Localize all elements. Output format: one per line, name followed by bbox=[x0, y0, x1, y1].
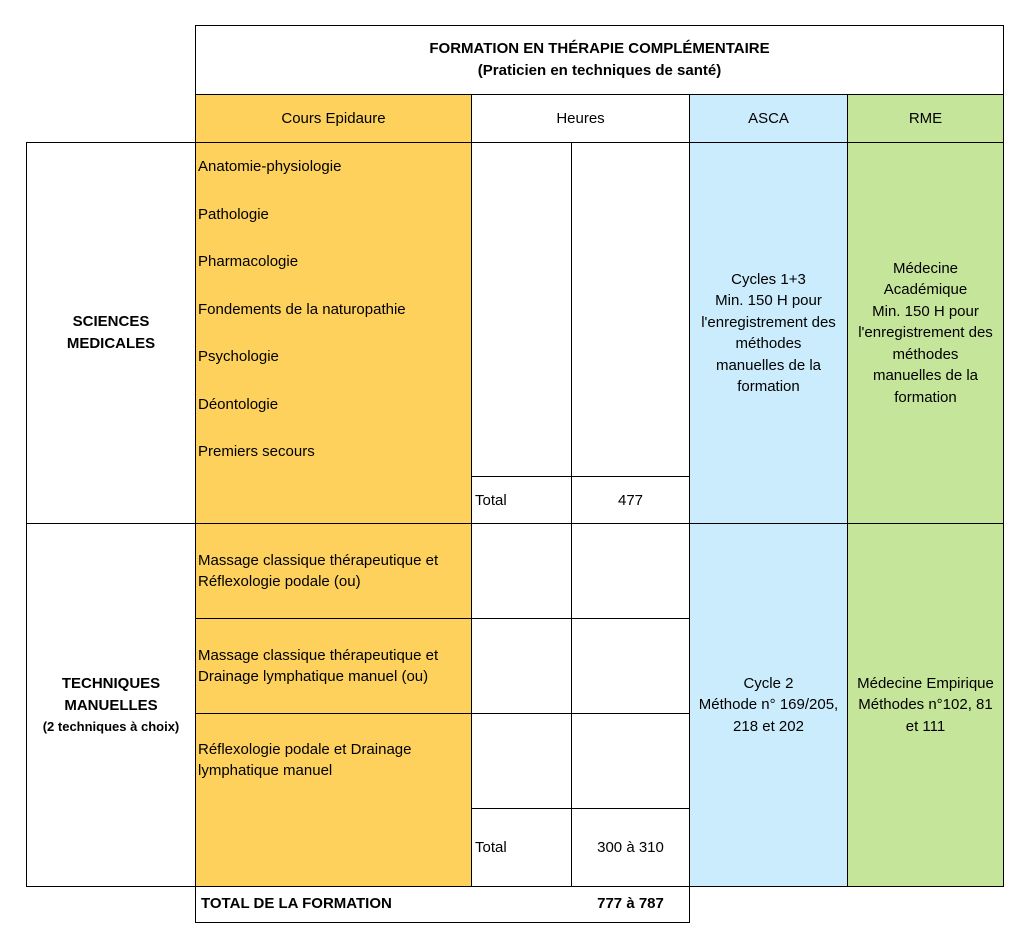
header-rme bbox=[847, 94, 1004, 143]
course-item: Pharmacologie bbox=[198, 253, 299, 270]
header-heures bbox=[471, 94, 690, 143]
title-line2: (Praticien en techniques de santé) bbox=[477, 62, 722, 79]
technique-row bbox=[195, 618, 472, 714]
course-item: Psychologie bbox=[198, 348, 279, 365]
header-asca bbox=[689, 94, 848, 143]
tech-hours-b2 bbox=[571, 618, 690, 714]
sciences-hours-b bbox=[571, 142, 690, 477]
course-item: Déontologie bbox=[198, 396, 279, 413]
header-rme-label: RME bbox=[908, 110, 943, 127]
sciences-total-value-cell bbox=[571, 476, 690, 524]
table-title bbox=[195, 25, 1004, 95]
header-asca-label: ASCA bbox=[748, 110, 789, 127]
techniques-asca-text: Cycle 2 Méthode n° 169/205, 218 et 202 bbox=[698, 674, 839, 735]
sciences-total-label-cell bbox=[471, 476, 572, 524]
techniques-label: TECHNIQUES MANUELLES bbox=[61, 675, 161, 714]
course-item: Fondements de la naturopathie bbox=[198, 301, 406, 318]
tech-hours-a3 bbox=[471, 713, 572, 809]
techniques-total-value: 300 à 310 bbox=[597, 839, 664, 856]
header-cours-label: Cours Epidaure bbox=[281, 110, 386, 127]
course-item: Pathologie bbox=[198, 206, 269, 223]
grand-total-label: TOTAL DE LA FORMATION bbox=[201, 895, 392, 912]
techniques-total-label: Total bbox=[475, 839, 507, 856]
techniques-total-value-cell bbox=[571, 808, 690, 887]
sciences-rme bbox=[847, 142, 1004, 524]
grand-total-value: 777 à 787 bbox=[597, 895, 664, 912]
techniques-rme bbox=[847, 523, 1004, 887]
technique-item: Massage classique thérapeutique et Drainage lymphatique manuel (ou) bbox=[198, 647, 439, 685]
sciences-asca-text: Cycles 1+3 Min. 150 H pour l'enregistrement des méthodes manuelles de la formation bbox=[701, 270, 836, 395]
sciences-rme-text: Médecine Académique Min. 150 H pour l'enregistrement des méthodes manuelles de la formation bbox=[858, 259, 993, 406]
sciences-total-label: Total bbox=[475, 491, 507, 509]
sciences-label: SCIENCES MEDICALES bbox=[66, 313, 156, 352]
technique-row bbox=[195, 713, 472, 887]
technique-item: Massage classique thérapeutique et Réflexologie podale (ou) bbox=[198, 552, 439, 590]
techniques-rme-text: Médecine Empirique Méthodes n°102, 81 et 111 bbox=[857, 674, 994, 735]
section-label-techniques bbox=[26, 523, 196, 887]
course-item: Premiers secours bbox=[198, 443, 315, 460]
tech-hours-a1 bbox=[471, 523, 572, 619]
sciences-asca bbox=[689, 142, 848, 524]
techniques-total-label-cell bbox=[471, 808, 572, 887]
tech-hours-b3 bbox=[571, 713, 690, 809]
techniques-asca bbox=[689, 523, 848, 887]
section-label-sciences bbox=[26, 142, 196, 524]
sciences-total-value: 477 bbox=[617, 491, 644, 509]
course-item: Anatomie-physiologie bbox=[198, 158, 342, 175]
technique-item: Réflexologie podale et Drainage lymphatique manuel bbox=[198, 741, 412, 779]
header-heures-label: Heures bbox=[556, 110, 605, 127]
header-cours bbox=[195, 94, 472, 143]
technique-row bbox=[195, 523, 472, 619]
title-line1: FORMATION EN THÉRAPIE COMPLÉMENTAIRE bbox=[429, 40, 770, 57]
sciences-hours-a bbox=[471, 142, 572, 477]
sciences-courses-cell bbox=[195, 142, 472, 524]
tech-hours-a2 bbox=[471, 618, 572, 714]
techniques-sublabel: (2 techniques à choix) bbox=[42, 719, 180, 734]
tech-hours-b1 bbox=[571, 523, 690, 619]
